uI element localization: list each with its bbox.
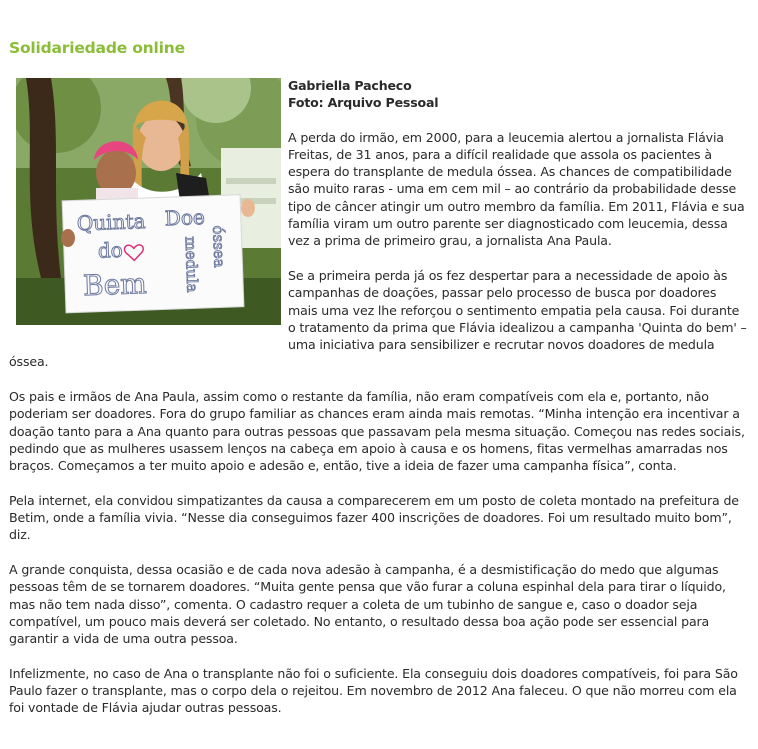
photo-spacer xyxy=(9,77,288,339)
article-body xyxy=(9,77,748,734)
sign-word-bem: Bem xyxy=(82,267,148,303)
sign-word-quinta: Quinta xyxy=(76,209,146,236)
photo-credit: Foto: Arquivo Pessoal xyxy=(288,95,439,111)
paragraph-1: A perda do irmão, em 2000, para a leucemia alertou a jornalista Flávia Freitas, de 31 anos, para a difícil realidade que assola os pacientes à espera do transplante de medula óssea. As chances de compatibilidade são muito raras - uma em cem mil – ao contrário da probabilidade desse tipo de câncer atingir um outro membro da família. Em 2011, Flávia e sua família viram um outro parente ser diagnosticado com leucemia, dessa vez a prima de primeiro grau, a jornalista Ana Paula. xyxy=(288,129,745,249)
sign-word-doe: Doe xyxy=(164,204,206,231)
paragraph-2: Se a primeira perda já os fez despertar para a necessidade de apoio às campanhas de doações, passar pelo processo de busca por doadores mais uma vez lhe reforçou o sentimento empatia pela causa. Foi durante o tratamento da prima que Flávia idealizou a campanha 'Quinta do bem' – uma iniciativa para sensibilizer e recrutar novos doadores de medula óssea. xyxy=(9,267,747,370)
paragraph-6: Infelizmente, no caso de Ana o transplante não foi o suficiente. Ela conseguiu dois doadores compatíveis, foi para São Paulo fazer o transplante, mas o corpo dela o rejeitou. Em novembro de 2012 Ana faleceu. O que não morreu com ela foi vontade de Flávia ajudar outras pessoas. xyxy=(9,665,738,716)
sign-word-do: do xyxy=(97,237,124,263)
author-name: Gabriella Pacheco xyxy=(288,78,412,93)
sign-word-medula: medula xyxy=(181,236,202,293)
sign-word-ossea: óssea xyxy=(209,225,229,269)
paragraph-5: A grande conquista, dessa ocasião e de cada nova adesão à campanha, é a desmistificação do medo que algumas pessoas têm de se tornarem doadores. “Muita gente pensa que vão furar a coluna espinhal dela para tirar o líquido, mas não tem nada disso”, comenta. O cadastro requer a coleta de um tubinho de sangue e, caso o doador seja compatível, um pouco mais deverá ser coletado. No entanto, o resultado dessa boa ação pode ser essencial para garantir a vida de uma outra pessoa. xyxy=(9,562,726,647)
paragraph-3: Os pais e irmãos de Ana Paula, assim como o restante da família, não eram compatíveis com ela e, portanto, não poderiam ser doadores. Fora do grupo familiar as chances eram ainda mais remotas. “Minha intenção era incentivar a doação tanto para a Ana quanto para outras pessoas que passavam pela mesma situação. Começou nas redes sociais, pedindo que as mulheres usassem lenços na cabeça em apoio à causa e os homens, fitas vermelhas amarradas nos braços. Começamos a ter muito apoio e adesão e, então, tive a ideia de fazer uma campanha física”, conta. xyxy=(9,389,745,474)
section-heading: Solidariedade online xyxy=(9,39,185,57)
paragraph-4: Pela internet, ela convidou simpatizantes da causa a comparecerem em um posto de coleta montado na prefeitura de Betim, onde a família vivia. “Nesse dia conseguimos fazer 400 inscrições de doadores. Foi um resultado muito bom”, diz. xyxy=(9,492,739,543)
